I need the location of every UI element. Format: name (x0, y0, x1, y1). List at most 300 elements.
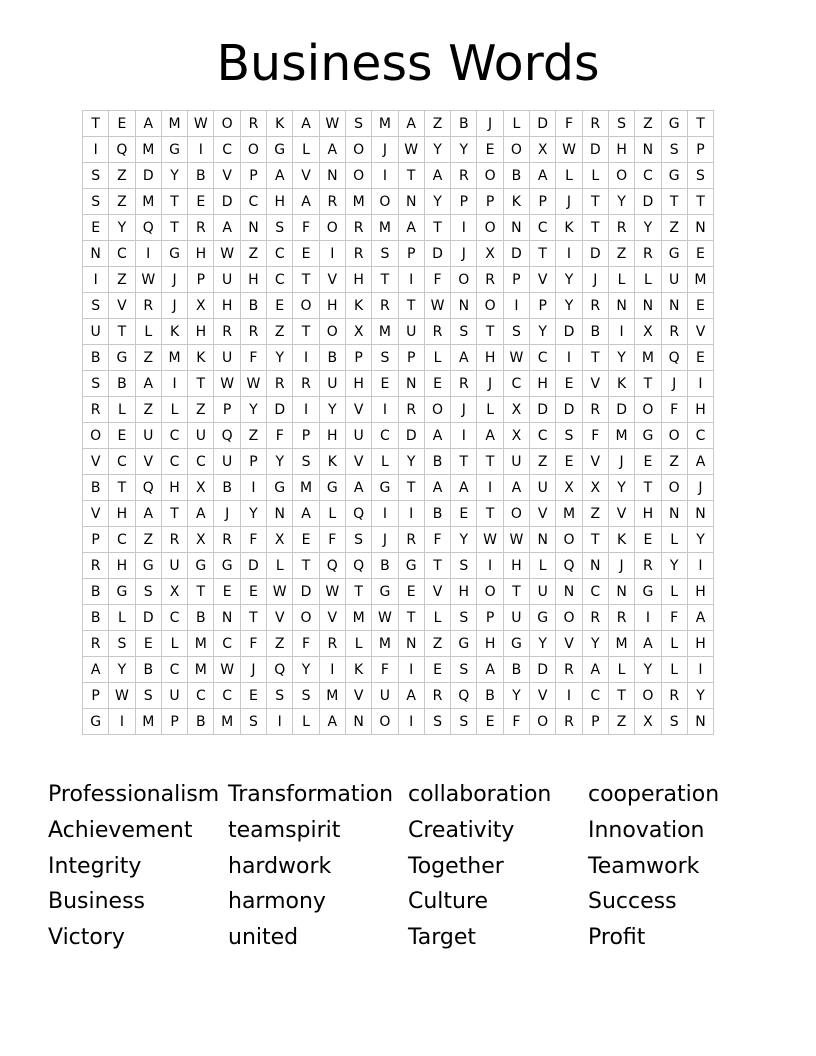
grid-cell: A (477, 423, 503, 449)
grid-cell: S (451, 553, 477, 579)
grid-cell: T (345, 579, 371, 605)
word-list-item: united (228, 925, 299, 951)
grid-cell: Q (556, 553, 582, 579)
grid-cell: O (319, 215, 345, 241)
grid-cell: L (582, 163, 608, 189)
grid-cell: I (293, 397, 319, 423)
grid-row (83, 475, 714, 501)
grid-cell: M (345, 189, 371, 215)
grid-cell: G (267, 475, 293, 501)
grid-cell: R (267, 371, 293, 397)
grid-cell: V (214, 163, 240, 189)
grid-cell: W (267, 579, 293, 605)
grid-cell: J (451, 397, 477, 423)
grid-cell: E (240, 579, 266, 605)
grid-cell: V (83, 449, 109, 475)
grid-cell: K (608, 371, 634, 397)
grid-cell: F (293, 631, 319, 657)
grid-cell: M (608, 631, 634, 657)
grid-cell: L (161, 397, 187, 423)
grid-cell: S (608, 111, 634, 137)
grid-cell: R (135, 293, 161, 319)
grid-cell: A (398, 683, 424, 709)
grid-cell: S (503, 319, 529, 345)
grid-cell: J (556, 189, 582, 215)
grid-cell: U (661, 267, 687, 293)
grid-cell: I (267, 709, 293, 735)
grid-cell: R (398, 527, 424, 553)
grid-cell: Q (267, 657, 293, 683)
grid-cell: P (530, 189, 556, 215)
grid-cell: S (451, 605, 477, 631)
grid-cell: Q (135, 215, 161, 241)
grid-cell: M (345, 605, 371, 631)
grid-cell: D (503, 241, 529, 267)
grid-cell: P (161, 709, 187, 735)
grid-cell: O (424, 397, 450, 423)
grid-cell: T (424, 215, 450, 241)
grid-cell: L (608, 267, 634, 293)
grid-cell: T (635, 475, 661, 501)
grid-cell: O (240, 137, 266, 163)
grid-cell: H (687, 397, 713, 423)
grid-cell: E (477, 137, 503, 163)
grid-cell: X (503, 397, 529, 423)
grid-cell: N (503, 215, 529, 241)
grid-cell: D (214, 189, 240, 215)
grid-cell: O (556, 605, 582, 631)
grid-cell: R (319, 189, 345, 215)
grid-cell: H (319, 423, 345, 449)
grid-cell: R (319, 631, 345, 657)
grid-cell: S (83, 189, 109, 215)
grid-cell: C (188, 683, 214, 709)
grid-cell: K (503, 189, 529, 215)
grid-cell: G (161, 241, 187, 267)
grid-cell: A (582, 657, 608, 683)
word-list-item: Achievement (48, 817, 193, 843)
grid-cell: V (687, 319, 713, 345)
grid-cell: V (83, 501, 109, 527)
grid-cell: V (293, 163, 319, 189)
word-list-item: Success (588, 889, 677, 915)
grid-cell: U (503, 605, 529, 631)
grid-cell: F (372, 657, 398, 683)
grid-cell: U (161, 683, 187, 709)
grid-cell: U (188, 423, 214, 449)
grid-cell: A (319, 709, 345, 735)
grid-cell: R (188, 215, 214, 241)
grid-cell: I (293, 345, 319, 371)
grid-cell: F (240, 345, 266, 371)
grid-cell: G (635, 423, 661, 449)
grid-cell: T (503, 579, 529, 605)
grid-cell: Y (635, 215, 661, 241)
grid-cell: N (83, 241, 109, 267)
word-list-item: Victory (48, 925, 125, 951)
grid-cell: R (83, 553, 109, 579)
grid-cell: B (319, 345, 345, 371)
grid-cell: J (477, 111, 503, 137)
grid-cell: Q (319, 553, 345, 579)
grid-cell: T (161, 501, 187, 527)
grid-cell: Z (661, 215, 687, 241)
grid-cell: T (161, 215, 187, 241)
grid-cell: E (556, 449, 582, 475)
grid-cell: B (503, 657, 529, 683)
grid-cell: W (477, 527, 503, 553)
grid-cell: A (424, 423, 450, 449)
grid-cell: W (319, 579, 345, 605)
word-list-item: Integrity (48, 853, 142, 879)
grid-cell: H (109, 553, 135, 579)
grid-cell: W (372, 605, 398, 631)
grid-cell: R (556, 709, 582, 735)
grid-cell: O (661, 475, 687, 501)
grid-cell: M (161, 111, 187, 137)
grid-cell: P (293, 423, 319, 449)
grid-cell: P (398, 241, 424, 267)
grid-cell: H (530, 371, 556, 397)
grid-cell: H (345, 371, 371, 397)
word-list-item: Target (408, 925, 477, 951)
grid-cell: R (345, 241, 371, 267)
grid-cell: T (293, 553, 319, 579)
grid-cell: R (451, 163, 477, 189)
grid-cell: R (240, 111, 266, 137)
grid-cell: M (161, 345, 187, 371)
word-list-item: cooperation (588, 782, 720, 807)
grid-cell: M (372, 215, 398, 241)
grid-cell: R (661, 319, 687, 345)
grid-cell: X (345, 319, 371, 345)
grid-cell: R (214, 319, 240, 345)
grid-cell: R (582, 397, 608, 423)
grid-row (83, 709, 714, 735)
grid-cell: E (477, 709, 503, 735)
grid-cell: C (582, 683, 608, 709)
grid-cell: T (582, 527, 608, 553)
grid-cell: N (608, 579, 634, 605)
grid-cell: Y (608, 345, 634, 371)
grid-cell: L (424, 605, 450, 631)
grid-cell: Z (582, 501, 608, 527)
grid-cell: R (83, 397, 109, 423)
grid-cell: I (372, 163, 398, 189)
grid-cell: M (188, 631, 214, 657)
grid-cell: E (267, 293, 293, 319)
grid-cell: X (503, 423, 529, 449)
grid-cell: G (661, 111, 687, 137)
grid-cell: W (503, 345, 529, 371)
grid-row (83, 371, 714, 397)
grid-cell: I (372, 397, 398, 423)
grid-cell: Y (398, 449, 424, 475)
grid-cell: L (608, 657, 634, 683)
grid-cell: O (319, 319, 345, 345)
grid-cell: R (582, 293, 608, 319)
grid-cell: M (687, 267, 713, 293)
grid-cell: I (319, 241, 345, 267)
grid-cell: T (451, 449, 477, 475)
grid-cell: Z (424, 111, 450, 137)
grid-cell: X (530, 137, 556, 163)
grid-cell: C (267, 267, 293, 293)
grid-row (83, 449, 714, 475)
grid-cell: E (687, 293, 713, 319)
grid-cell: D (424, 241, 450, 267)
grid-cell: M (319, 683, 345, 709)
grid-cell: L (661, 579, 687, 605)
grid-cell: T (635, 371, 661, 397)
grid-cell: C (530, 345, 556, 371)
grid-cell: B (83, 475, 109, 501)
grid-cell: I (556, 345, 582, 371)
grid-cell: E (135, 631, 161, 657)
grid-cell: J (240, 657, 266, 683)
grid-cell: X (161, 579, 187, 605)
grid-cell: G (267, 137, 293, 163)
grid-cell: T (582, 345, 608, 371)
grid-cell: C (214, 683, 240, 709)
grid-cell: S (345, 527, 371, 553)
grid-cell: G (214, 553, 240, 579)
grid-cell: R (582, 605, 608, 631)
grid-cell: E (372, 371, 398, 397)
grid-cell: T (240, 605, 266, 631)
grid-cell: G (451, 631, 477, 657)
grid-cell: I (240, 475, 266, 501)
grid-cell: A (135, 501, 161, 527)
grid-cell: V (135, 449, 161, 475)
grid-cell: V (319, 267, 345, 293)
grid-cell: I (503, 293, 529, 319)
grid-cell: N (398, 189, 424, 215)
grid-cell: S (372, 241, 398, 267)
grid-row (83, 215, 714, 241)
grid-cell: U (530, 579, 556, 605)
grid-row (83, 137, 714, 163)
grid-cell: O (661, 423, 687, 449)
grid-cell: E (451, 501, 477, 527)
grid-cell: I (372, 501, 398, 527)
grid-cell: O (345, 163, 371, 189)
grid-cell: Z (608, 709, 634, 735)
grid-cell: Y (635, 657, 661, 683)
grid-cell: U (398, 319, 424, 345)
grid-cell: Y (240, 501, 266, 527)
grid-cell: W (214, 371, 240, 397)
grid-cell: Q (214, 423, 240, 449)
grid-cell: V (582, 371, 608, 397)
grid-cell: W (503, 527, 529, 553)
grid-cell: W (135, 267, 161, 293)
grid-cell: O (477, 215, 503, 241)
grid-cell: K (556, 215, 582, 241)
grid-cell: A (530, 163, 556, 189)
grid-cell: T (372, 267, 398, 293)
grid-cell: D (293, 579, 319, 605)
grid-row (83, 163, 714, 189)
grid-cell: J (372, 527, 398, 553)
word-list-item: collaboration (408, 782, 552, 807)
grid-cell: M (608, 423, 634, 449)
grid-cell: W (188, 111, 214, 137)
grid-cell: J (161, 267, 187, 293)
grid-cell: R (608, 605, 634, 631)
grid-cell: W (556, 137, 582, 163)
grid-cell: Z (267, 319, 293, 345)
grid-cell: D (608, 397, 634, 423)
grid-cell: I (477, 553, 503, 579)
grid-cell: H (267, 189, 293, 215)
grid-cell: U (214, 267, 240, 293)
grid-cell: L (661, 631, 687, 657)
grid-cell: J (608, 449, 634, 475)
grid-cell: Z (267, 631, 293, 657)
grid-cell: R (293, 371, 319, 397)
grid-cell: S (661, 709, 687, 735)
grid-cell: H (240, 267, 266, 293)
grid-cell: S (240, 709, 266, 735)
grid-cell: Y (109, 215, 135, 241)
grid-cell: I (451, 423, 477, 449)
grid-cell: Y (319, 397, 345, 423)
grid-cell: R (398, 397, 424, 423)
grid-cell: D (556, 397, 582, 423)
grid-cell: N (661, 501, 687, 527)
grid-cell: R (345, 215, 371, 241)
grid-cell: Z (109, 163, 135, 189)
grid-cell: N (451, 293, 477, 319)
grid-cell: S (135, 579, 161, 605)
grid-cell: E (83, 215, 109, 241)
grid-cell: N (214, 605, 240, 631)
grid-cell: B (424, 501, 450, 527)
word-list-item: Teamwork (588, 853, 700, 879)
grid-cell: B (503, 163, 529, 189)
grid-cell: M (135, 137, 161, 163)
grid-cell: V (319, 605, 345, 631)
grid-cell: I (635, 605, 661, 631)
grid-cell: H (345, 267, 371, 293)
grid-cell: D (556, 319, 582, 345)
grid-cell: T (293, 267, 319, 293)
grid-cell: S (83, 293, 109, 319)
grid-cell: B (582, 319, 608, 345)
grid-cell: O (503, 137, 529, 163)
grid-row (83, 189, 714, 215)
grid-cell: E (398, 579, 424, 605)
grid-cell: V (530, 501, 556, 527)
grid-cell: L (319, 501, 345, 527)
grid-cell: T (582, 189, 608, 215)
grid-cell: U (372, 683, 398, 709)
grid-cell: I (188, 137, 214, 163)
grid-cell: W (398, 137, 424, 163)
grid-cell: R (424, 683, 450, 709)
grid-cell: H (687, 579, 713, 605)
grid-cell: Y (661, 553, 687, 579)
grid-cell: W (240, 371, 266, 397)
grid-cell: S (345, 111, 371, 137)
grid-cell: A (267, 163, 293, 189)
grid-cell: G (319, 475, 345, 501)
grid-cell: H (109, 501, 135, 527)
grid-cell: D (135, 163, 161, 189)
grid-cell: S (451, 709, 477, 735)
grid-cell: Q (451, 683, 477, 709)
grid-cell: B (188, 709, 214, 735)
grid-cell: J (451, 241, 477, 267)
grid-cell: O (477, 293, 503, 319)
grid-cell: R (161, 527, 187, 553)
grid-cell: D (635, 189, 661, 215)
grid-cell: Z (661, 449, 687, 475)
grid-cell: R (477, 267, 503, 293)
grid-cell: X (635, 709, 661, 735)
grid-cell: C (109, 241, 135, 267)
grid-cell: H (687, 631, 713, 657)
grid-cell: J (372, 137, 398, 163)
grid-cell: C (372, 423, 398, 449)
grid-cell: Y (608, 189, 634, 215)
grid-cell: O (556, 527, 582, 553)
grid-cell: N (398, 371, 424, 397)
grid-cell: G (83, 709, 109, 735)
grid-row (83, 267, 714, 293)
grid-cell: W (214, 657, 240, 683)
grid-cell: D (582, 137, 608, 163)
grid-cell: J (214, 501, 240, 527)
grid-row (83, 345, 714, 371)
grid-cell: B (477, 683, 503, 709)
grid-cell: T (398, 163, 424, 189)
grid-cell: A (687, 605, 713, 631)
grid-cell: G (109, 579, 135, 605)
grid-cell: L (661, 527, 687, 553)
grid-cell: T (293, 319, 319, 345)
grid-cell: Y (451, 137, 477, 163)
grid-cell: I (398, 657, 424, 683)
grid-cell: Z (109, 267, 135, 293)
grid-cell: F (240, 631, 266, 657)
grid-cell: S (687, 163, 713, 189)
grid-cell: Y (556, 293, 582, 319)
grid-cell: O (635, 397, 661, 423)
grid-cell: B (214, 475, 240, 501)
grid-cell: P (582, 709, 608, 735)
word-list-item: Culture (408, 889, 489, 915)
grid-cell: C (161, 657, 187, 683)
grid-cell: W (424, 293, 450, 319)
word-list-item: Innovation (588, 817, 705, 843)
grid-cell: Y (109, 657, 135, 683)
grid-cell: F (503, 709, 529, 735)
grid-cell: C (214, 137, 240, 163)
grid-cell: I (687, 657, 713, 683)
grid-cell: D (135, 605, 161, 631)
grid-cell: T (582, 215, 608, 241)
grid-cell: J (661, 371, 687, 397)
grid-cell: A (83, 657, 109, 683)
grid-cell: G (161, 137, 187, 163)
grid-cell: S (83, 163, 109, 189)
grid-cell: O (503, 501, 529, 527)
grid-cell: S (451, 657, 477, 683)
word-list-item: Professionalism (48, 782, 220, 807)
grid-cell: L (530, 553, 556, 579)
